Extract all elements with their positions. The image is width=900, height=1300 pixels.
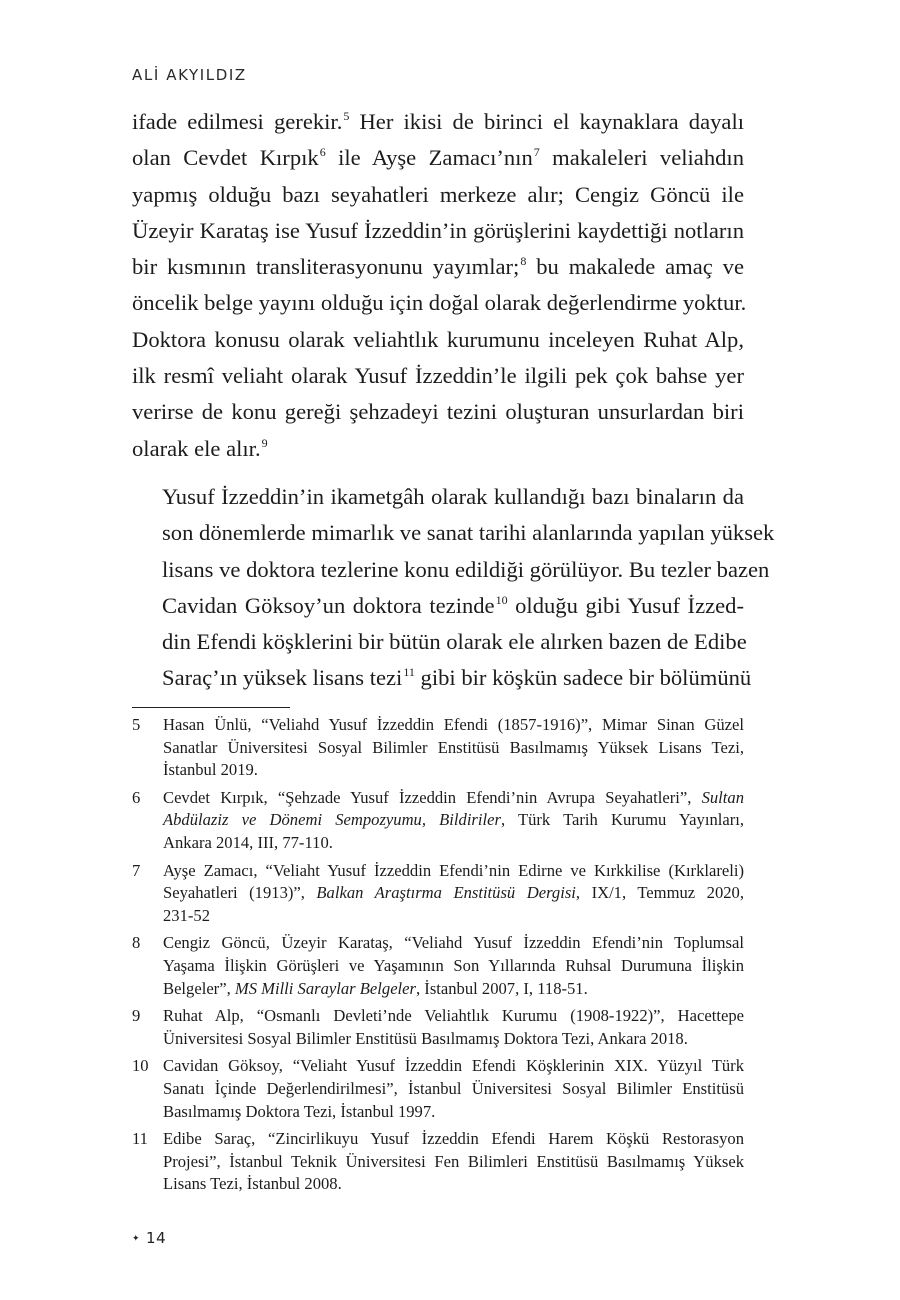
text-run: gibi bir köşkün sadece bir bölümünü <box>414 665 752 691</box>
footnote-text: Ruhat Alp, “Osmanlı Devleti’nde Veliahtlık Kurumu (1908-1922)”, Hacettepe <box>163 1006 744 1026</box>
footnote-line <box>163 714 744 737</box>
footnote-line <box>163 905 744 928</box>
text-line <box>132 358 744 394</box>
text-line <box>132 285 747 321</box>
text-line <box>132 249 744 285</box>
footnote-number: 11 <box>132 1129 148 1149</box>
footnote-ref[interactable]: 8 <box>520 254 527 269</box>
text-line <box>132 552 770 588</box>
text-run: din Efendi köşklerini bir bütün olarak ele alırken bazen de Edibe <box>162 629 747 655</box>
footnote-5 <box>132 714 744 782</box>
footnote-ref[interactable]: 6 <box>319 145 326 160</box>
footnote-number: 9 <box>132 1006 141 1026</box>
footnote-ref[interactable]: 10 <box>495 592 508 607</box>
text-run: Cavidan Göksoy’un doktora tezinde <box>162 592 495 618</box>
footnote-6 <box>132 787 744 855</box>
footnotes <box>132 714 744 1201</box>
footnote-text: Hasan Ünlü, “Veliahd Yusuf İzzeddin Efendi (1857-1916)”, Mimar Sinan Güzel <box>163 715 744 734</box>
footnote-text: , Türk Tarih Kurumu Yayınları, <box>500 810 745 830</box>
text-run: olduğu gibi Yusuf İzzed- <box>507 592 744 618</box>
footnote-text: Üniversitesi Sosyal Bilimler Enstitüsü Basılmamış Doktora Tezi, Ankara 2018. <box>163 1028 688 1048</box>
footnote-text: Cavidan Göksoy, “Veliaht Yusuf İzzeddin Efendi Köşklerinin XIX. Yüzyıl Türk <box>163 1056 744 1076</box>
ornament-icon: ✦ <box>132 1234 141 1244</box>
text-line <box>132 394 744 430</box>
footnote-number: 10 <box>132 1056 149 1076</box>
footnote-text: Sanatı İçinde Değerlendirilmesi”, İstanbul Üniversitesi Sosyal Bilimler Enstitüsü <box>163 1078 744 1098</box>
page-number-value: 14 <box>146 1229 167 1247</box>
footnote-text: Projesi”, İstanbul Teknik Üniversitesi Fen Bilimleri Enstitüsü Basılmamış Yüksek <box>163 1151 744 1171</box>
italic-title: Sultan <box>701 787 744 807</box>
footnote-line <box>163 1055 744 1078</box>
text-run: olan Cevdet Kırpık <box>132 145 319 171</box>
footnote-line <box>163 759 744 782</box>
footnote-text: Seyahatleri (1913)”, <box>163 883 317 903</box>
text-run: Üzeyir Karataş ise Yusuf İzzeddin’in görüşlerini kaydettiği notların <box>132 217 744 243</box>
footnote-text: , İstanbul 2007, I, 118-51. <box>416 978 588 998</box>
footnote-line <box>163 832 744 855</box>
footnote-line <box>163 1101 744 1124</box>
text-run: son dönemlerde mimarlık ve sanat tarihi alanlarında yapılan yüksek <box>162 520 775 546</box>
italic-title: MS Milli Saraylar Belgeler <box>234 978 416 998</box>
text-run: Yusuf İzzeddin’in ikametgâh olarak kullandığı bazı binaların da <box>162 483 744 509</box>
text-run: olarak ele alır. <box>132 435 261 461</box>
footnote-separator <box>132 707 290 708</box>
text-run: ilk resmî veliaht olarak Yusuf İzzeddin’le ilgili pek çok bahse yer <box>132 363 744 389</box>
page-number <box>132 1229 166 1247</box>
footnote-line <box>163 737 744 760</box>
text-line <box>132 213 744 249</box>
body-text <box>132 104 775 697</box>
footnote-text: İstanbul 2019. <box>163 760 258 780</box>
text-run: makaleleri veliahdın <box>539 145 744 171</box>
footnote-number: 5 <box>132 715 141 734</box>
text-run: bir kısmının transliterasyonunu yayımlar; <box>132 254 520 280</box>
footnote-7 <box>132 860 744 928</box>
footnote-text: , IX/1, Temmuz 2020, <box>575 883 744 903</box>
italic-title: Balkan Araştırma Enstitüsü Dergisi <box>316 883 576 903</box>
footnote-8 <box>132 932 744 1000</box>
footnote-line <box>163 1173 744 1196</box>
footnote-text: Basılmamış Doktora Tezi, İstanbul 1997. <box>163 1101 436 1121</box>
running-head: ALİ AKYILDIZ <box>132 66 247 84</box>
paragraph-2 <box>132 479 775 697</box>
footnote-11 <box>132 1128 744 1196</box>
text-run: lisans ve doktora tezlerine konu edildiği görülüyor. Bu tezler bazen <box>162 556 770 582</box>
footnote-line <box>163 1128 744 1151</box>
text-run: ifade edilmesi gerekir. <box>132 109 343 134</box>
footnote-text: Belgeler”, <box>163 978 235 998</box>
text-line <box>132 431 744 467</box>
footnote-number: 6 <box>132 787 141 807</box>
footnote-text: Sanatlar Üniversitesi Sosyal Bilimler Enstitüsü Basılmamış Yüksek Lisans Tezi, <box>163 737 744 757</box>
footnote-number: 7 <box>132 860 141 880</box>
text-run: öncelik belge yayını olduğu için doğal olarak değerlendirme yoktur. <box>132 290 747 316</box>
footnote-line <box>163 860 744 883</box>
footnote-line <box>163 1005 744 1028</box>
footnote-line <box>163 1078 744 1101</box>
footnote-text: Edibe Saraç, “Zincirlikuyu Yusuf İzzeddin Efendi Harem Köşkü Restorasyon <box>163 1129 744 1149</box>
footnote-text: Ayşe Zamacı, “Veliaht Yusuf İzzeddin Efendi’nin Edirne ve Kırkkilise (Kırklareli) <box>163 860 744 880</box>
footnote-line <box>163 955 744 978</box>
text-run: Saraç’ın yüksek lisans tezi <box>162 665 403 691</box>
text-run: Her ikisi de birinci el kaynaklara dayalı <box>349 109 744 134</box>
text-run: ile Ayşe Zamacı’nın <box>325 145 533 171</box>
footnote-line <box>163 978 744 1001</box>
footnote-text: Cevdet Kırpık, “Şehzade Yusuf İzzeddin Efendi’nin Avrupa Seyahatleri”, <box>163 787 702 807</box>
footnote-10 <box>132 1055 744 1123</box>
text-run: Doktora konusu olarak veliahtlık kurumunu inceleyen Ruhat Alp, <box>132 326 744 352</box>
text-line <box>132 140 744 176</box>
paragraph-1 <box>132 104 747 467</box>
italic-title: Abdülaziz ve Dönemi Sempozyumu, Bildiriler <box>163 810 501 830</box>
footnote-text: Cengiz Göncü, Üzeyir Karataş, “Veliahd Yusuf İzzeddin Efendi’nin Toplumsal <box>163 933 744 953</box>
text-run: verirse de konu gereği şehzadeyi tezini oluşturan unsurlardan biri <box>132 399 744 425</box>
footnote-line <box>163 787 744 810</box>
footnote-ref[interactable]: 9 <box>261 435 268 450</box>
footnote-text: 231-52 <box>163 905 211 925</box>
text-line <box>132 660 752 696</box>
footnote-9 <box>132 1005 744 1050</box>
text-line <box>132 104 744 140</box>
text-run: bu makalede amaç ve <box>526 254 744 280</box>
text-run: yapmış olduğu bazı seyahatleri merkeze alır; Cengiz Göncü ile <box>132 181 744 207</box>
text-line <box>132 479 744 515</box>
footnote-text: Ankara 2014, III, 77-110. <box>163 832 333 852</box>
footnote-ref[interactable]: 7 <box>533 145 540 160</box>
text-line <box>132 322 744 358</box>
footnote-text: Yaşama İlişkin Görüşleri ve Yaşamının Son Yıllarında Ruhsal Durumuna İlişkin <box>163 955 744 975</box>
footnote-line <box>163 1028 744 1051</box>
footnote-line <box>163 1151 744 1174</box>
footnote-line <box>163 932 744 955</box>
text-line <box>132 177 744 213</box>
text-line <box>132 515 775 551</box>
footnote-text: Lisans Tezi, İstanbul 2008. <box>163 1174 342 1194</box>
footnote-ref[interactable]: 11 <box>403 665 415 680</box>
text-line <box>132 624 747 660</box>
footnote-line <box>163 882 744 905</box>
footnote-line <box>163 809 744 832</box>
footnote-ref[interactable]: 5 <box>343 109 350 123</box>
footnote-number: 8 <box>132 933 141 953</box>
text-line <box>132 588 744 624</box>
